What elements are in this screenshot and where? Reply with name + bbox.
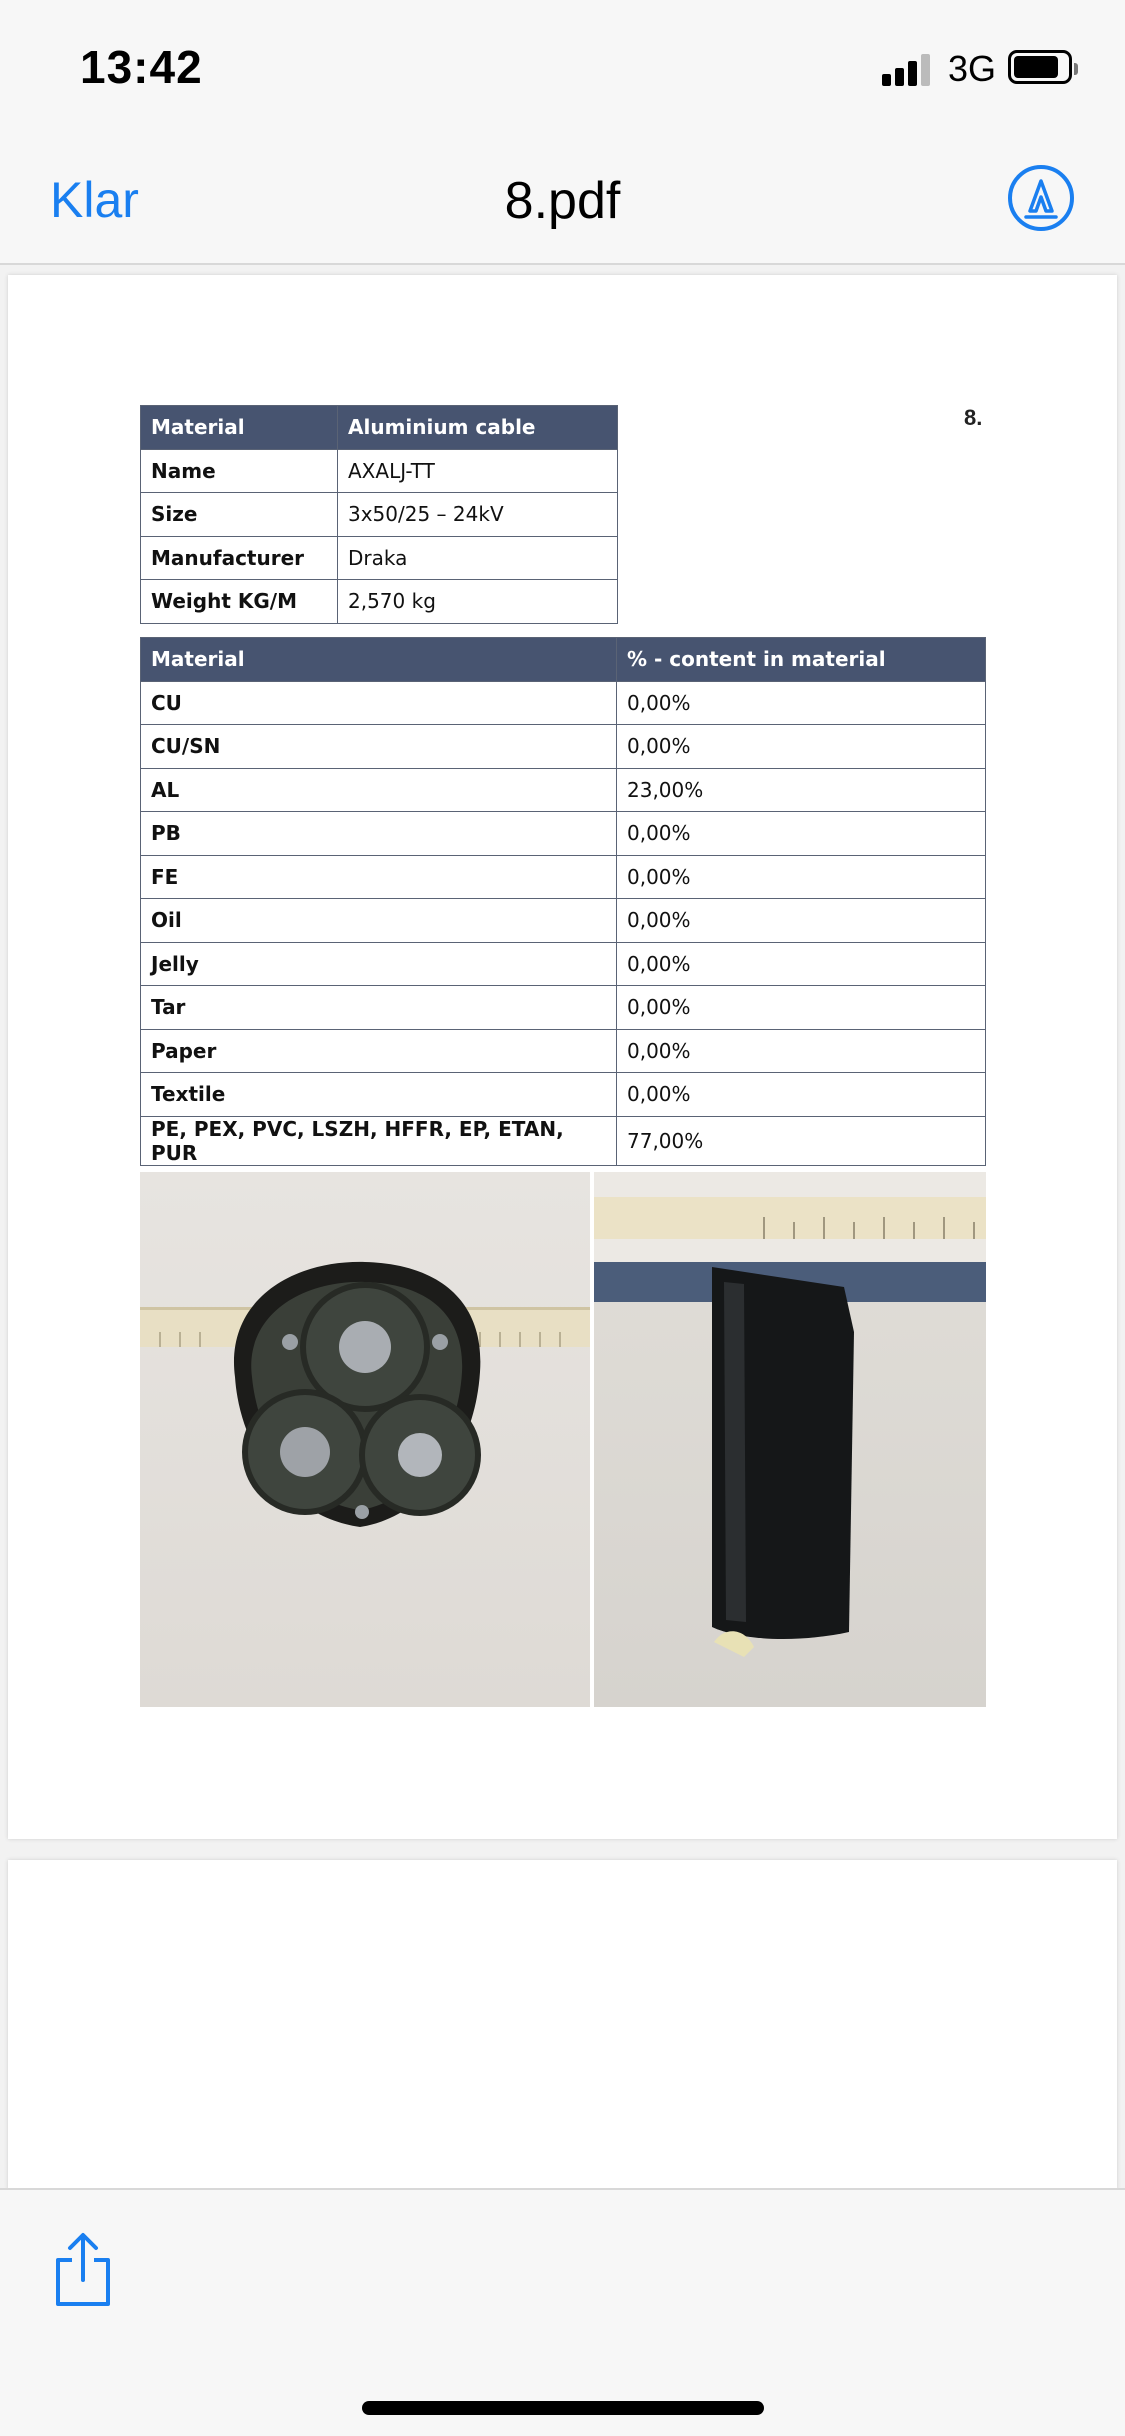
table-row xyxy=(141,768,986,812)
table-cell-percent: 0,00% xyxy=(617,1029,986,1073)
table-cell-percent: 23,00% xyxy=(617,768,986,812)
table-header-cell: Material xyxy=(141,406,338,450)
table-cell-material: Textile xyxy=(141,1073,617,1117)
table-row xyxy=(141,899,986,943)
bottom-toolbar xyxy=(0,2188,1125,2436)
table-cell-percent: 0,00% xyxy=(617,812,986,856)
table-cell-percent: 0,00% xyxy=(617,899,986,943)
table-row xyxy=(141,580,618,624)
table-cell-material: FE xyxy=(141,855,617,899)
table-cell-material: AL xyxy=(141,768,617,812)
page-number: 8. xyxy=(964,405,983,430)
table-cell-percent: 0,00% xyxy=(617,681,986,725)
cable-info-table xyxy=(140,405,618,624)
table-cell-percent: 0,00% xyxy=(617,986,986,1030)
table-cell-percent: 0,00% xyxy=(617,725,986,769)
table-cell-percent: 0,00% xyxy=(617,942,986,986)
material-content-table xyxy=(140,637,986,1166)
table-cell-material: Paper xyxy=(141,1029,617,1073)
table-row xyxy=(141,725,986,769)
table-header-cell: Aluminium cable xyxy=(338,406,618,450)
pdf-next-page[interactable] xyxy=(8,1860,1117,2190)
done-button[interactable]: Klar xyxy=(50,172,139,228)
table-row xyxy=(141,1073,986,1117)
table-cell-value: Draka xyxy=(338,536,618,580)
table-cell-percent: 0,00% xyxy=(617,855,986,899)
table-cell-value: 2,570 kg xyxy=(338,580,618,624)
navigation-bar xyxy=(0,135,1125,265)
signal-icon xyxy=(882,52,936,86)
table-cell-label: Size xyxy=(141,493,338,537)
table-cell-material: PB xyxy=(141,812,617,856)
table-row xyxy=(141,449,618,493)
table-cell-material: PE, PEX, PVC, LSZH, HFFR, EP, ETAN, PUR xyxy=(141,1116,617,1165)
table-row xyxy=(141,681,986,725)
table-header-cell: % - content in material xyxy=(617,638,986,682)
table-row xyxy=(141,1029,986,1073)
table-cell-percent: 77,00% xyxy=(617,1116,986,1165)
table-cell-label: Manufacturer xyxy=(141,536,338,580)
table-cell-label: Weight KG/M xyxy=(141,580,338,624)
table-row xyxy=(141,986,986,1030)
table-header-cell: Material xyxy=(141,638,617,682)
table-cell-value: AXALJ-TT xyxy=(338,449,618,493)
table-cell-percent: 0,00% xyxy=(617,1073,986,1117)
battery-icon xyxy=(1008,50,1072,84)
pen-circle-icon xyxy=(1022,177,1060,221)
table-cell-label: Name xyxy=(141,449,338,493)
table-cell-material: CU/SN xyxy=(141,725,617,769)
table-cell-material: Jelly xyxy=(141,942,617,986)
cable-side-view-photo xyxy=(594,1172,986,1707)
table-row xyxy=(141,536,618,580)
status-bar xyxy=(0,0,1125,135)
table-cell-material: CU xyxy=(141,681,617,725)
table-row xyxy=(141,812,986,856)
cable-cross-section-photo xyxy=(140,1172,590,1707)
status-time: 13:42 xyxy=(80,41,203,93)
pdf-page[interactable] xyxy=(8,275,1117,1839)
table-row xyxy=(141,493,618,537)
share-icon xyxy=(50,2230,116,2310)
table-cell-material: Oil xyxy=(141,899,617,943)
network-type: 3G xyxy=(948,48,997,89)
table-cell-material: Tar xyxy=(141,986,617,1030)
table-row xyxy=(141,855,986,899)
table-row xyxy=(141,942,986,986)
document-title: 8.pdf xyxy=(504,172,621,230)
table-header-row xyxy=(141,638,986,682)
home-indicator xyxy=(362,2401,764,2415)
markup-button[interactable] xyxy=(1008,165,1074,231)
table-header-row xyxy=(141,406,618,450)
table-row xyxy=(141,1116,986,1165)
share-button[interactable] xyxy=(50,2230,116,2310)
table-cell-value: 3x50/25 – 24kV xyxy=(338,493,618,537)
